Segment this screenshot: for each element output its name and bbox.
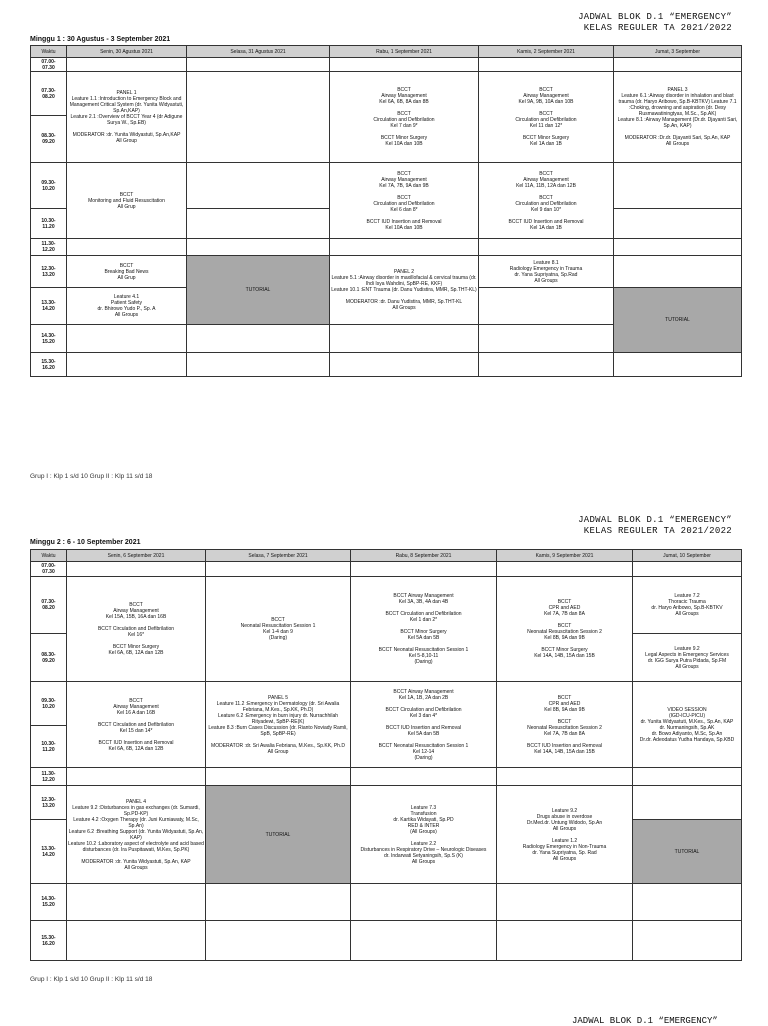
tutorial-block: TUTORIAL: [633, 820, 742, 884]
empty-cell: [633, 884, 742, 921]
empty-cell: [187, 58, 330, 72]
empty-cell: [479, 353, 614, 377]
week2-minggu-label: Minggu 2 : 6 - 10 September 2021: [30, 539, 141, 546]
schedule-entry: PANEL 5 Leature 11.2 :Emergency in Dermatology (dr. Sri Awalia Febriana, M.Kes., Sp.KK, Ph.D) Leature 6.2 :Emergency in burn injury dr. Nurrachhilah Rityadewi, SpBP-RE(K) Leature 8.3 :Burn Cases Discussion (dr. Rianto Noviady Ramli, SpB, SpBP-RE) MODERATOR :dr. Sri Awalia Febriana, M.Kes., Sp.KK, Ph.D All Group: [206, 682, 351, 768]
header-tuesday: Selasa, 7 September 2021: [206, 550, 351, 562]
schedule-entry: PANEL 4 Leature 9.2 :Disturbances in gas exchanges (dr. Sumardi, Sp.PD-KP) Leature 4.2 :Oxygen Therapy (dr. Juni Kurniawaty, M.Sc, Sp.An) Leature 6.2 :Breathing Support (dr. Yunita Widyastuti, Sp.An, KAP) Leature 10.2 :Laboratory aspect of electrolyte and acid based disturbances (dr. Ira Puspitawati, M.Kes, Sp.PK) MODERATOR :dr. Yunita Widyastuti, Sp.An, KAP All Groups: [67, 786, 206, 884]
header-thursday: Kamis, 2 September 2021: [479, 46, 614, 58]
empty-cell: [67, 325, 187, 353]
empty-cell: [187, 325, 330, 353]
empty-cell: [187, 209, 330, 239]
empty-cell: [351, 884, 497, 921]
week3-title-cutoff: JADWAL BLOK D.1 “EMERGENCY”: [572, 1016, 718, 1026]
schedule-entry: Leature 7.2 Thoracic Trauma dr. Haryo Aribowo, Sp.B-KBTKV All Groups: [633, 577, 742, 634]
header-waktu: Waktu: [31, 46, 67, 58]
time-slot: 12.30- 13.20: [31, 786, 67, 820]
time-slot: 08.30- 09.20: [31, 634, 67, 682]
empty-cell: [351, 921, 497, 961]
empty-cell: [479, 288, 614, 325]
schedule-entry: BCCT Breaking Bad News All Grup: [67, 256, 187, 288]
empty-cell: [614, 209, 742, 239]
time-slot: 10.30- 11.20: [31, 726, 67, 768]
time-slot: 09.30- 10.20: [31, 682, 67, 726]
header-tuesday: Selasa, 31 Agustus 2021: [187, 46, 330, 58]
time-slot: 14.30- 15.20: [31, 884, 67, 921]
schedule-entry: BCCT CPR and AED Kel 8B, 9A dan 9B BCCT Neonatal Resuscitation Session 2 Kel 7A, 7B dan 8A BCCT IUD Insertion and Removal Kel 14A, 14B, 15A dan 15B: [497, 682, 633, 768]
header-thursday: Kamis, 9 September 2021: [497, 550, 633, 562]
schedule-entry: BCCT Monitoring and Fluid Resuscitation All Grup: [67, 163, 187, 239]
schedule-entry: BCCT Airway Management Kel 3A, 3B, 4A dan 4B BCCT Circulation and Defibrilation Kel 1 dan 2* BCCT Minor Surgery Kel 5A dan 5B BCCT Neonatal Resuscitation Session 1 Kel 5-8,10-11 (Daring): [351, 577, 497, 682]
empty-cell: [614, 239, 742, 256]
header-monday: Senin, 30 Agustus 2021: [67, 46, 187, 58]
empty-cell: [614, 353, 742, 377]
schedule-entry: Leature 8.1 Radiology Emergency in Trauma dr. Yana Supriyatna, Sp.Rad All Groups: [479, 256, 614, 288]
time-slot: 07.30- 08.20: [31, 72, 67, 116]
empty-cell: [614, 58, 742, 72]
schedule-entry: PANEL 2 Leature 5.1 :Airway disorder in maxillofacial & cervical trauma (dr. Ihdi Isya Wahdini, SpBP-RE, KKF) Leature 10.1 :ENT Trauma (dr. Danu Yudistira, MMR, Sp.THT-KL) MODERATOR :dr. Danu Yudistira, MMR, Sp.THT-KL All Groups: [330, 256, 479, 325]
week1-grup-note: Grup I : Klp 1 s/d 10 Grup II : Klp 11 s/d 18: [30, 473, 153, 480]
time-slot: 15.30- 16.20: [31, 921, 67, 961]
week1-schedule-table: [30, 45, 742, 377]
week1-title-1: JADWAL BLOK D.1 “EMERGENCY”: [578, 12, 732, 22]
schedule-entry: BCCT Airway Management Kel 6A, 6B, 8A dan 8B BCCT Circulation and Defibrilation Kel 7 dan 9* BCCT Minor Surgery Kel 10A dan 10B: [330, 72, 479, 163]
empty-cell: [633, 921, 742, 961]
empty-cell: [330, 353, 479, 377]
empty-cell: [67, 353, 187, 377]
empty-cell: [67, 884, 206, 921]
week2-grup-note: Grup I : Klp 1 s/d 10 Grup II : Klp 11 s/d 18: [30, 976, 153, 983]
schedule-entry: BCCT Airway Management Kel 7A, 7B, 9A dan 9B BCCT Circulation and Defibrilation Kel 6 dan 8* BCCT IUD Insertion and Removal Kel 10A dan 10B: [330, 163, 479, 239]
week2-schedule-table: [30, 549, 742, 961]
time-slot: 11.30- 12.20: [31, 768, 67, 786]
schedule-entry: Leature 9.2 Legal Aspects in Emergency Services dr. IGG Surya Putra Pidada, Sp.FM All Groups: [633, 634, 742, 682]
empty-cell: [479, 58, 614, 72]
empty-cell: [633, 768, 742, 786]
empty-cell: [497, 768, 633, 786]
schedule-entry: BCCT Airway Management Kel 16 A dan 16B BCCT Circulation and Defibrilation Kel 15 dan 14* BCCT IUD Insertion and Removal Kel 6A, 6B, 12A dan 12B: [67, 682, 206, 768]
time-slot: 08.30- 09.20: [31, 116, 67, 163]
schedule-entry: Leature 4.1 Patient Safety dr. Bhirowo Yudo P., Sp. A All Groups: [67, 288, 187, 325]
empty-cell: [351, 562, 497, 577]
empty-cell: [497, 921, 633, 961]
schedule-entry: BCCT Airway Management Kel 15A, 15B, 16A dan 16B BCCT Circulation and Defibrilation Kel 16* BCCT Minor Surgery Kel 6A, 6B, 12A dan 12B: [67, 577, 206, 682]
schedule-entry: VIDEO SESSION (IGD-ICU-PICU) dr. Yunita Widyastuti, M.Kes., Sp.An, KAP dr. Nurmaningsih, Sp.AK dr. Bowo Adiyanto, M.Sc, Sp.An Dr.dr. Adeodatus Yudha Handaya, Sp.KBD: [633, 682, 742, 768]
empty-cell: [614, 256, 742, 288]
schedule-entry: BCCT Airway Management Kel 1A, 1B, 2A dan 2B BCCT Circulation and Defibrilation Kel 3 dan 4* BCCT IUD Insertion and Removal Kel 5A dan 5B BCCT Neonatal Resuscitation Session 1 Kel 12-14 (Daring): [351, 682, 497, 768]
week1-minggu-label: Minggu 1 : 30 Agustus - 3 September 2021: [30, 36, 171, 43]
time-slot: 13.30- 14.20: [31, 820, 67, 884]
schedule-entry: BCCT Neonatal Resuscitation Session 1 Kel 1-4 dan 9 (Daring): [206, 577, 351, 682]
time-slot: 11.30- 12.20: [31, 239, 67, 256]
empty-cell: [497, 884, 633, 921]
header-wednesday: Rabu, 8 September 2021: [351, 550, 497, 562]
week2-title-2: KELAS REGULER TA 2021/2022: [583, 526, 732, 536]
schedule-entry: Leature 7.3 Transfusion dr. Kartika Widayati, Sp.PD RED & INTER (All Groups) Leature 2.2 Disturbances in Respiratory Drive – Neurologic Diseases dr. Indarwati Setyaningsih, Sp.S (K) All Groups: [351, 786, 497, 884]
empty-cell: [351, 768, 497, 786]
schedule-entry: PANEL 1 Leature 1.1 :Introduction to Emergency Block and Management Critical System (dr. Yunita Widyastuti, Sp.An,KAP) Leature 2.1 :Overview of BCCT Year 4 (dr Adigune Surya W., Sp.EB) MODERATOR :dr. Yunita Widyastuti, Sp.An,KAP All Group: [67, 72, 187, 163]
empty-cell: [206, 884, 351, 921]
empty-cell: [67, 239, 187, 256]
empty-cell: [206, 921, 351, 961]
empty-cell: [206, 562, 351, 577]
tutorial-block: TUTORIAL: [187, 256, 330, 325]
header-waktu: Waktu: [31, 550, 67, 562]
empty-cell: [67, 58, 187, 72]
empty-cell: [633, 562, 742, 577]
empty-cell: [614, 163, 742, 209]
time-slot: 14.30- 15.20: [31, 325, 67, 353]
header-monday: Senin, 6 September 2021: [67, 550, 206, 562]
empty-cell: [206, 768, 351, 786]
empty-cell: [187, 163, 330, 209]
empty-cell: [67, 562, 206, 577]
empty-cell: [479, 325, 614, 353]
week1-title-2: KELAS REGULER TA 2021/2022: [583, 23, 732, 33]
week1-header: [578, 12, 732, 34]
empty-cell: [633, 786, 742, 820]
empty-cell: [330, 325, 479, 353]
schedule-entry: BCCT CPR and AED Kel 7A, 7B dan 8A BCCT Neonatal Resuscitation Session 2 Kel 8B, 9A dan 9B BCCT Minor Surgery Kel 14A, 14B, 15A dan 15B: [497, 577, 633, 682]
empty-cell: [187, 353, 330, 377]
empty-cell: [187, 72, 330, 163]
week2-title-1: JADWAL BLOK D.1 “EMERGENCY”: [578, 515, 732, 525]
tutorial-block: TUTORIAL: [206, 786, 351, 884]
empty-cell: [67, 768, 206, 786]
time-slot: 10.30- 11.20: [31, 209, 67, 239]
header-wednesday: Rabu, 1 September 2021: [330, 46, 479, 58]
empty-cell: [479, 239, 614, 256]
schedule-entry: Leature 9.2 Drugs abuse in overdose Dr.Med.dr. Untung Widodo, Sp.An All Groups Leature 1.2 Radiology Emergency in Non-Trauma dr. Yana Supriyatna, Sp. Rad All Groups: [497, 786, 633, 884]
header-friday: Jumat, 3 September: [614, 46, 742, 58]
time-slot: 07.00- 07.30: [31, 58, 67, 72]
schedule-entry: BCCT Airway Management Kel 9A, 9B, 10A dan 10B BCCT Circulation and Defibrilation Kel 11 dan 12* BCCT Minor Surgery Kel 1A dan 1B: [479, 72, 614, 163]
header-friday: Jumat, 10 September: [633, 550, 742, 562]
time-slot: 07.30- 08.20: [31, 577, 67, 634]
week2-header: [578, 515, 732, 537]
schedule-entry: BCCT Airway Management Kel 11A, 11B, 12A dan 12B BCCT Circulation and Defibrilation Kel 9 dan 10* BCCT IUD Insertion and Removal Kel 1A dan 1B: [479, 163, 614, 239]
empty-cell: [67, 921, 206, 961]
time-slot: 09.30- 10.20: [31, 163, 67, 209]
schedule-entry: PANEL 3 Leature 6.1 :Airway disorder in inhalation and blast trauma (dr. Haryo Aribowo, Sp.B-KBTKV) Leature 7.1 :Choking, drowning and aspiration (dr. Desy Rusmawatiningtyas, M.Sc., Sp.AK) Leature 8.1 :Airway Management (Dr.dr. Djayanti Sari, Sp.An, KAP) MODERATOR :Dr.dr. Djayanti Sari, Sp.An, KAP All Groups: [614, 72, 742, 163]
tutorial-block: TUTORIAL: [614, 288, 742, 353]
empty-cell: [330, 239, 479, 256]
time-slot: 07.00- 07.30: [31, 562, 67, 577]
time-slot: 13.30- 14.20: [31, 288, 67, 325]
empty-cell: [187, 239, 330, 256]
empty-cell: [497, 562, 633, 577]
time-slot: 12.30- 13.20: [31, 256, 67, 288]
time-slot: 15.30- 16.20: [31, 353, 67, 377]
empty-cell: [330, 58, 479, 72]
